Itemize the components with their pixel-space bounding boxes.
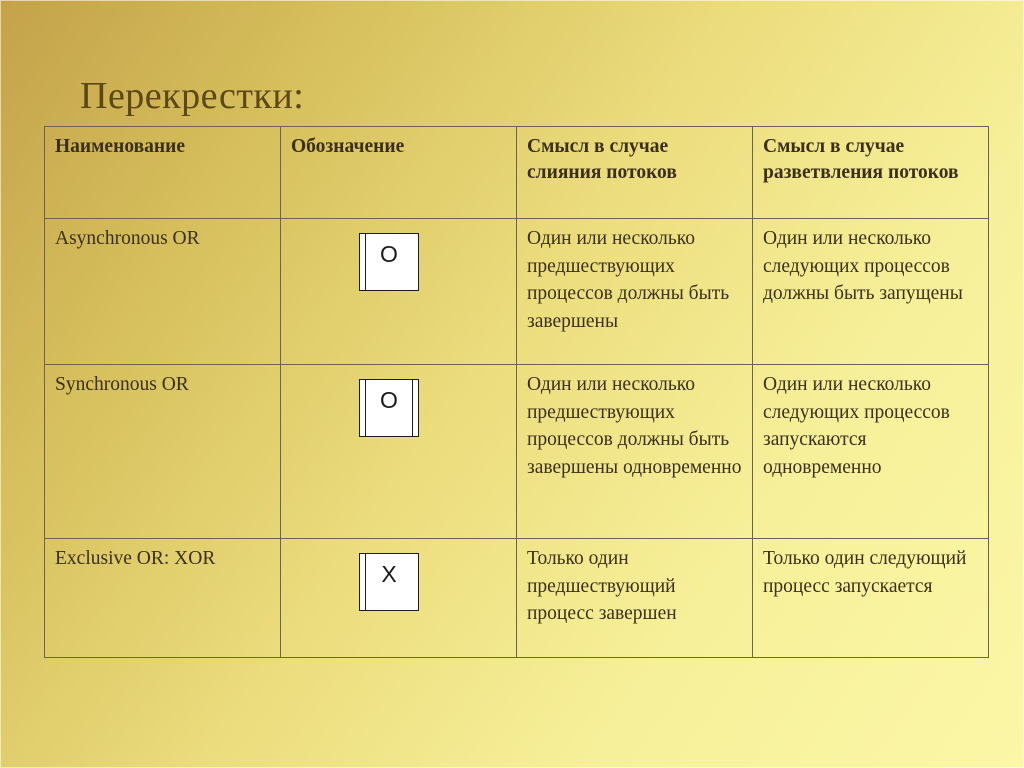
row-branch-meaning: Один или несколько следующих процессов запускаются одновременно [753,365,989,539]
header-branch-meaning: Смысл в случае разветвления потоков [753,127,989,219]
header-merge-meaning: Смысл в случае слияния потоков [517,127,753,219]
slide-title: Перекрестки: [80,75,305,117]
junction-letter: X [381,561,397,587]
row-merge-meaning: Один или несколько предшествующих процессов должны быть завершены [517,219,753,365]
junction-letter: O [380,241,398,267]
row-symbol-cell [281,219,517,365]
row-branch-meaning: Только один следующий процесс запускается [753,539,989,658]
exclusive-or-junction-icon [359,553,419,611]
header-name: Наименование [45,127,281,219]
table-row-synchronous-or [45,365,989,539]
junction-letter: O [380,387,398,413]
junction-table [44,126,989,658]
row-branch-meaning: Один или несколько следующих процессов должны быть запущены [753,219,989,365]
row-name: Synchronous OR [45,365,281,539]
header-symbol: Обозначение [281,127,517,219]
table-row-exclusive-or [45,539,989,658]
row-merge-meaning: Один или несколько предшествующих процессов должны быть завершены одновременно [517,365,753,539]
row-merge-meaning: Только один предшествующий процесс завершен [517,539,753,658]
table-row-asynchronous-or [45,219,989,365]
row-symbol-cell [281,539,517,658]
synchronous-or-junction-icon [359,379,419,437]
table-header-row [45,127,989,219]
row-symbol-cell [281,365,517,539]
row-name: Exclusive OR: XOR [45,539,281,658]
row-name: Asynchronous OR [45,219,281,365]
asynchronous-or-junction-icon [359,233,419,291]
